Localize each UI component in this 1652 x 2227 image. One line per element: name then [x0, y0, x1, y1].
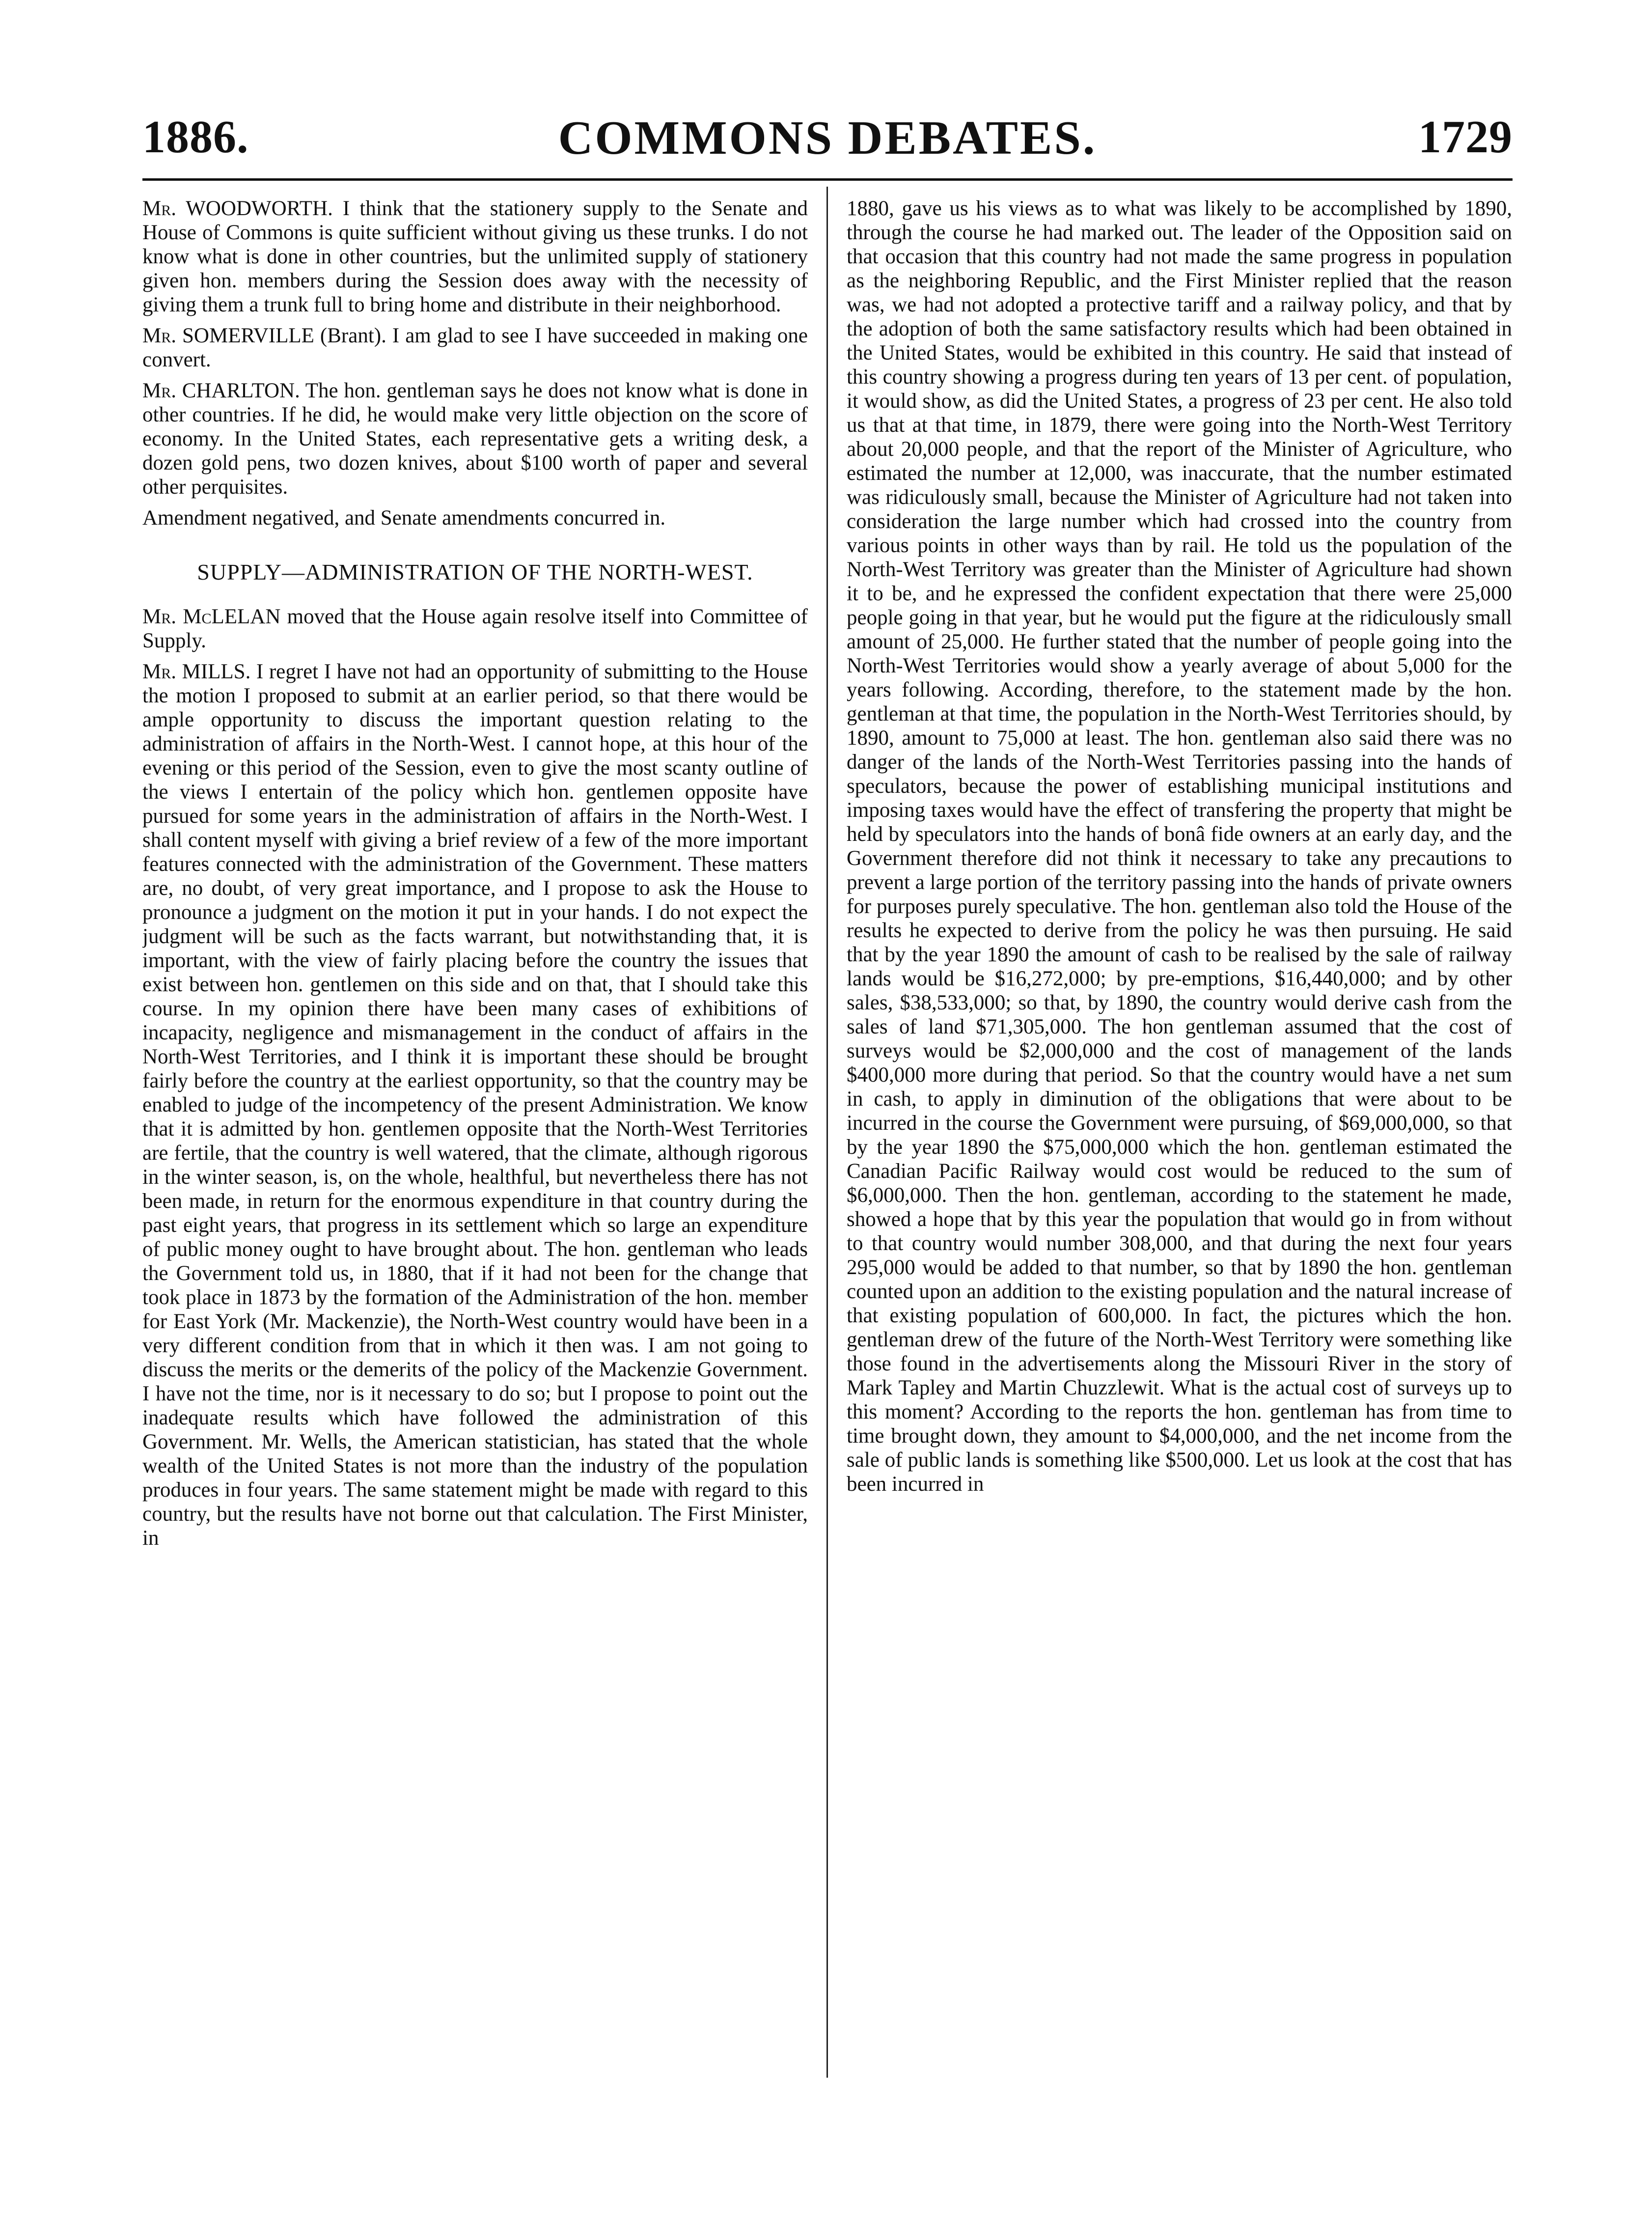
paragraph-text: (Brant). I am glad to see I have succeeded in making one convert.: [142, 324, 808, 371]
paragraph-woodworth: [142, 196, 808, 317]
column-divider: [826, 187, 828, 2078]
speaker-name: Mr. MILLS.: [142, 660, 251, 683]
left-column: [142, 196, 808, 2112]
speaker-name: Mr. CHARLTON.: [142, 379, 300, 402]
paragraph-mills: [142, 660, 808, 1550]
paragraph-text: I think that the stationery supply to the Senate and House of Commons is quite sufficient without giving us these trunks. I do not know what is done in other countries, but the unlimited supply of stationery given hon. members during the Session does away with the necessity of giving them a trunk full to bring home and distribute in their neighborhood.: [142, 197, 808, 316]
paragraph-charlton: [142, 379, 808, 499]
right-column: [847, 196, 1512, 2112]
paragraph-text: I regret I have not had an opportunity of submitting to the House the motion I proposed to submit at an earlier period, so that there would be ample opportunity to discuss the important question relating to the administration of affairs in the North-West. I cannot hope, at this hour of the evening or this period of the Session, even to give the most scanty outline of the views I entertain of the policy which hon. gentlemen opposite have pursued for some years in the administration of affairs in the North-West. I shall content myself with giving a brief review of a few of the more important features connected with the administration of the Government. These matters are, no doubt, of very great importance, and I propose to ask the House to pronounce a judgment on the motion it put in your hands. I do not expect the judgment will be such as the facts warrant, but notwithstanding that, it is important, with the view of fairly placing before the country the issues that exist between hon. gentlemen on this side and on that, that I should take this course. In my opinion there have been many cases of exhibitions of incapacity, negligence and mismanagement in the conduct of affairs in the North-West Territories, and I think it is important these should be brought fairly before the country at the earliest opportunity, so that the country may be enabled to judge of the incompetency of the present Administration. We know that it is admitted by hon. gentlemen opposite that the North-West Territories are fertile, that the country is well watered, that the climate, although rigorous in the winter season, is, on the whole, healthful, but nevertheless there has not been made, in return for the enormous expenditure in that country during the past eight years, that progress in its settlement which so large an expenditure of public money ought to have brought about. The hon. gentleman who leads the Government told us, in 1880, that if it had not been for the change that took place in 1873 by the formation of the Administration of the hon. member for East York (Mr. Mackenzie), the North-West country would have been in a very different condition from that in which it then was. I am not going to discuss the merits or the demerits of the policy of the Mackenzie Government. I have not the time, nor is it necessary to do so; but I propose to point out the inadequate results which have followed the administration of this Government. Mr. Wells, the American statistician, has stated that the whole wealth of the United States is not more than the industry of the population produces in four years. The same statement might be made with regard to this country, but the results have not borne out that calculation. The First Minister, in: [142, 660, 808, 1550]
header-page-number: 1729: [1418, 111, 1513, 163]
header-rule: [142, 178, 1513, 181]
speaker-name: Mr. SOMERVILLE: [142, 324, 314, 347]
paragraph-text: Amendment negatived, and Senate amendments concurred in.: [142, 506, 666, 529]
header-title: COMMONS DEBATES.: [558, 111, 1097, 165]
paragraph-text: moved that the House again resolve itself into Committee of Supply.: [142, 605, 808, 652]
paragraph-mills-continued: [847, 196, 1512, 1496]
paragraph-text: 1880, gave us his views as to what was likely to be accomplished by 1890, through the course he had marked out. The leader of the Opposition said on that occasion that this country had not made the same progress in population as the neighboring Republic, and the First Minister replied that the reason was, we had not adopted a protective tariff and a railway policy, and that by the adoption of both the same satisfactory results which had been obtained in the United States, would be exhibited in this country. He said that instead of this country showing a progress during ten years of 13 per cent. of population, it would show, as did the United States, a progress of 23 per cent. He also told us that at that time, in 1879, there were going into the North-West Territory about 20,000 people, and that the report of the Minister of Agriculture, who estimated the number at 12,000, was inaccurate, that the number estimated was ridiculously small, because the Minister of Agriculture had not taken into consideration the large number which had crossed into the country from various points in other ways than by rail. He told us the population of the North-West Territory was greater than the Minister of Agriculture had shown it to be, and he expressed the confident expectation that there were 25,000 people going in that year, but he would put the figure at the ridiculously small amount of 25,000. He further stated that the number of people going into the North-West Territories would show a yearly average of about 5,000 for the years following. According, therefore, to the statement made by the hon. gentleman at that time, the population in the North-West Territories should, by 1890, amount to 75,000 at least. The hon. gentleman also said there was no danger of the lands of the North-West Territories passing into the hands of speculators, because the power of establishing municipal institutions and imposing taxes would have the effect of transfering the property that might be held by speculators into the hands of bonâ fide owners at an early day, and the Government therefore did not think it necessary to take any precautions to prevent a large portion of the territory passing into the hands of private owners for purposes purely speculative. The hon. gentleman also told the House of the results he expected to derive from the policy he was then pursuing. He said that by the year 1890 the amount of cash to be realised by the sale of railway lands would be $16,272,000; by pre-emptions, $16,440,000; and by other sales, $38,533,000; so that, by 1890, the country would derive cash from the sales of land $71,305,000. The hon gentleman assumed that the cost of surveys would be $2,000,000 and the cost of management of the lands $400,000 more during that period. So that the country would have a net sum in cash, to apply in diminution of the obligations that were about to be incurred in the course the Government were pursuing, of $69,000,000, so that by the year 1890 the $75,000,000 which the hon. gentleman estimated the Canadian Pacific Railway would cost would be reduced to the sum of $6,000,000. Then the hon. gentleman, according to the statement he made, showed a hope that by this year the population that would go in from without to that country would number 308,000, and that during the next four years 295,000 would be added to that number, so that by 1890 the hon. gentleman counted upon an addition to the existing population and the natural increase of that existing population of 600,000. In fact, the pictures which the hon. gentleman drew of the future of the North-West Territory were something like those found in the advertisements along the Missouri River in the story of Mark Tapley and Martin Chuzzlewit. What is the actual cost of surveys up to this moment? According to the reports the hon. gentleman has from time to time brought down, they amount to $4,000,000, and the net income from the sale of public lands is something like $500,000. Let us look at the cost that has been incurred in: [847, 197, 1512, 1496]
section-heading: SUPPLY—ADMINISTRATION OF THE NORTH-WEST.: [197, 559, 753, 585]
page-header: [142, 111, 1513, 174]
speaker-name: Mr. McLELAN: [142, 605, 281, 628]
paragraph-mclelan: [142, 605, 808, 653]
speaker-name: Mr. WOODWORTH.: [142, 197, 333, 220]
paragraph-text: The hon. gentleman says he does not know what is done in other countries. If he did, he would make very little objection on the score of economy. In the United States, each representative gets a writing desk, a dozen gold pens, two dozen knives, about $100 worth of paper and several other perquisites.: [142, 379, 808, 499]
paragraph-amendment: [142, 506, 808, 530]
header-year: 1886.: [142, 111, 249, 163]
paragraph-somerville: [142, 324, 808, 372]
